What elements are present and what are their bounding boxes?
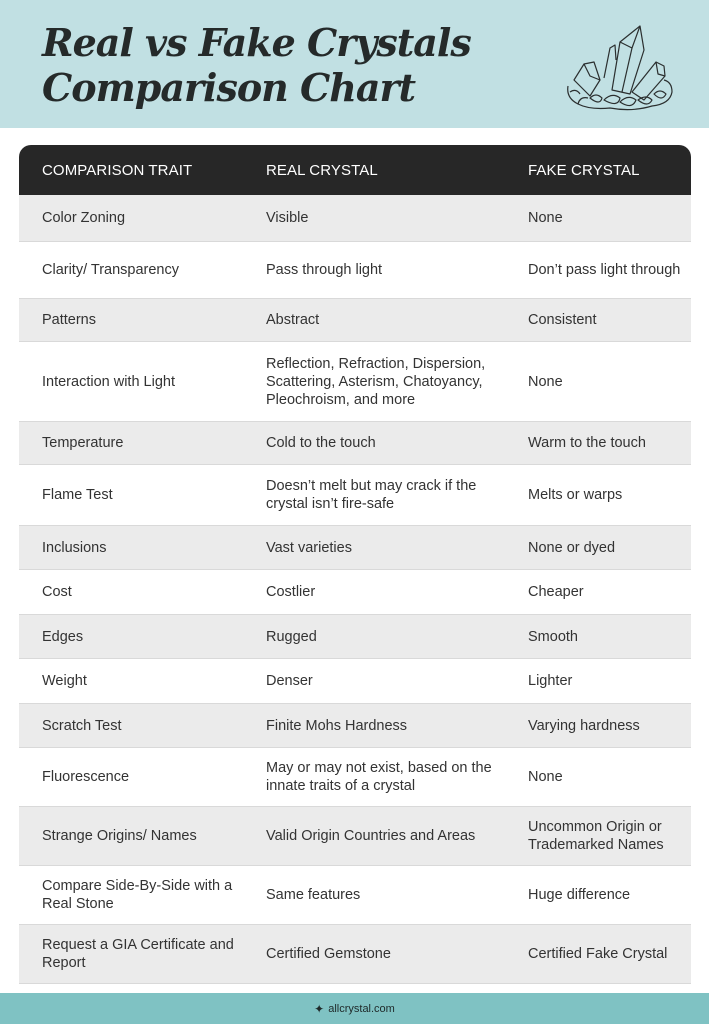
trait-cell: Strange Origins/ Names xyxy=(42,828,197,844)
real-cell: Valid Origin Countries and Areas xyxy=(266,828,476,844)
fake-cell: Warm to the touch xyxy=(528,435,646,451)
title-line-1: Real vs Fake Crystals xyxy=(42,20,471,65)
table-row xyxy=(19,242,691,299)
table-row xyxy=(19,659,691,704)
fake-cell: None or dyed xyxy=(528,539,616,556)
real-cell: Certified Gemstone xyxy=(266,946,391,962)
table-row xyxy=(19,807,691,866)
trait-cell: Weight xyxy=(42,673,87,689)
footer-site-link[interactable]: allcrystal.com xyxy=(328,1002,395,1015)
fake-cell: Smooth xyxy=(528,628,578,645)
column-header-trait: COMPARISON TRAIT xyxy=(42,161,193,179)
real-cell: Reflection, Refraction, Dispersion, Scattering, Asterism, Chatoyancy, Pleochroism, and more xyxy=(266,355,486,408)
trait-cell: Flame Test xyxy=(42,487,113,503)
trait-cell: Temperature xyxy=(42,435,124,451)
column-header-fake: FAKE CRYSTAL xyxy=(528,161,640,179)
fake-cell: Consistent xyxy=(528,312,597,328)
table-row xyxy=(19,615,691,659)
real-cell: Doesn’t melt but may crack if the crystal isn’t fire-safe xyxy=(266,478,477,512)
table-row xyxy=(19,704,691,748)
fake-cell: Melts or warps xyxy=(528,487,623,503)
column-header-real: REAL CRYSTAL xyxy=(266,161,378,179)
crystal-cluster-icon xyxy=(560,20,680,112)
trait-cell: Scratch Test xyxy=(42,717,122,734)
trait-cell: Interaction with Light xyxy=(42,373,175,390)
fake-cell: Cheaper xyxy=(528,584,584,600)
trait-cell: Clarity/ Transparency xyxy=(42,262,179,278)
trait-cell: Fluorescence xyxy=(42,769,130,785)
fake-cell: None xyxy=(528,769,563,785)
page-title xyxy=(42,20,471,110)
fake-cell: Certified Fake Crystal xyxy=(528,946,668,962)
title-line-2: Comparison Chart xyxy=(42,65,416,110)
sparkle-icon: ✦ xyxy=(314,1001,325,1016)
trait-cell: Color Zoning xyxy=(42,210,126,226)
trait-cell: Cost xyxy=(42,584,72,600)
real-cell: Cold to the touch xyxy=(266,435,376,451)
table-row xyxy=(19,526,691,570)
table-row xyxy=(19,925,691,984)
fake-cell: None xyxy=(528,373,563,390)
table-row xyxy=(19,299,691,342)
table-row xyxy=(19,342,691,422)
table-header-row xyxy=(19,145,691,195)
trait-cell: Edges xyxy=(42,628,84,645)
real-cell: Denser xyxy=(266,673,313,689)
table-row xyxy=(19,748,691,807)
footer-band xyxy=(0,993,709,1024)
real-cell: Vast varieties xyxy=(266,539,352,556)
table-row xyxy=(19,195,691,242)
comparison-table xyxy=(19,145,691,984)
fake-cell: Huge difference xyxy=(528,887,631,903)
trait-cell: Request a GIA Certificate and Report xyxy=(42,937,234,971)
hero-banner xyxy=(0,0,709,128)
fake-cell: Don’t pass light through xyxy=(528,262,681,278)
real-cell: May or may not exist, based on the innate traits of a crystal xyxy=(266,760,492,794)
real-cell: Abstract xyxy=(266,312,320,328)
fake-cell: Lighter xyxy=(528,673,573,689)
fake-cell: None xyxy=(528,210,563,226)
real-cell: Rugged xyxy=(266,628,317,645)
table-row xyxy=(19,570,691,615)
fake-cell: Uncommon Origin or Trademarked Names xyxy=(528,819,664,853)
trait-cell: Compare Side-By-Side with a Real Stone xyxy=(42,878,233,912)
fake-cell: Varying hardness xyxy=(528,717,640,734)
table-row xyxy=(19,866,691,925)
table-row xyxy=(19,465,691,526)
real-cell: Visible xyxy=(266,210,309,226)
real-cell: Same features xyxy=(266,887,361,903)
table-row xyxy=(19,422,691,465)
trait-cell: Inclusions xyxy=(42,539,107,556)
real-cell: Finite Mohs Hardness xyxy=(266,717,408,734)
real-cell: Costlier xyxy=(266,584,316,600)
real-cell: Pass through light xyxy=(266,262,383,278)
trait-cell: Patterns xyxy=(42,312,96,328)
